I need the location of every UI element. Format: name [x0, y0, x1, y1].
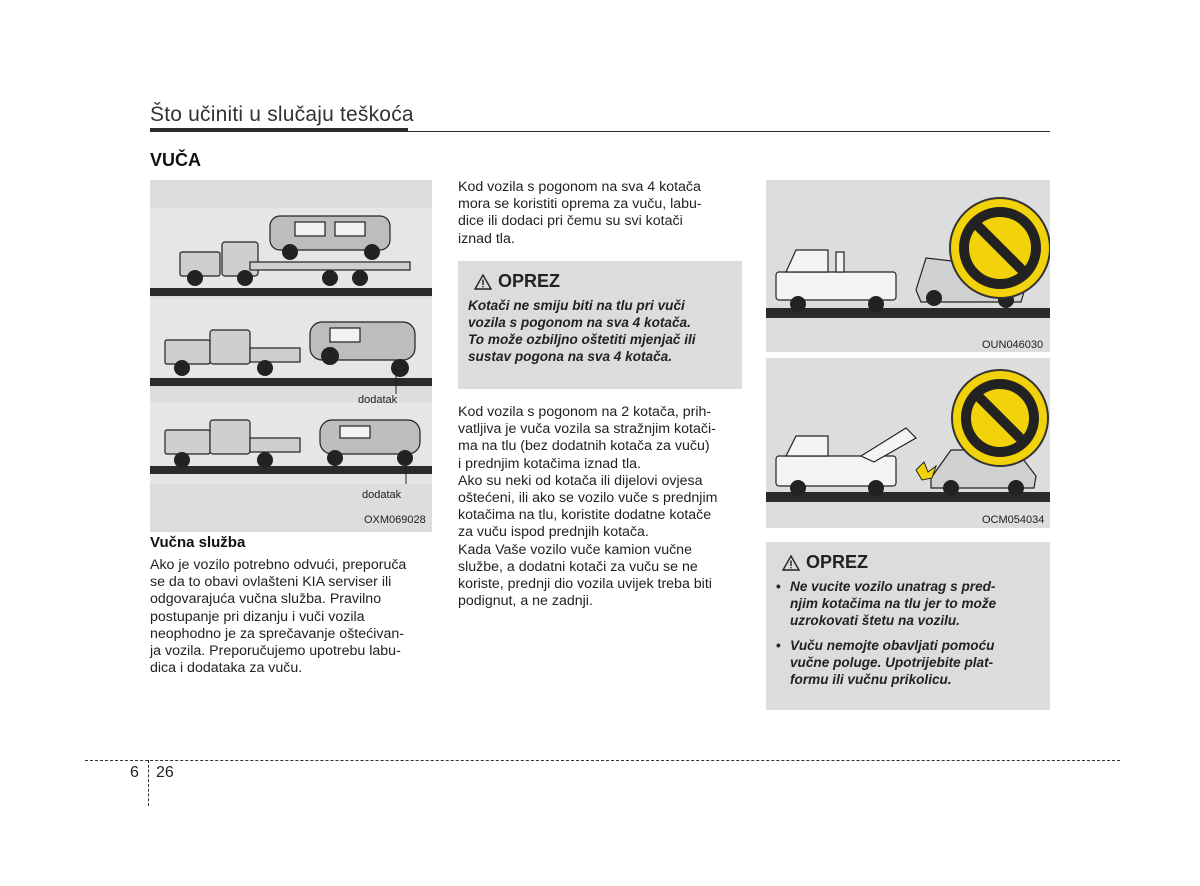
paragraph-line: Kod vozila s pogonom na sva 4 kotača [458, 179, 701, 195]
paragraph-line: Ako je vozilo potrebno odvući, preporuča [150, 557, 407, 573]
paragraph-line: kotačima na tlu, koristite dodatne kotače [458, 507, 712, 524]
warning-line: vučne poluge. Upotrijebite plat- [790, 655, 994, 670]
prohibited-tow-illustration-1 [766, 180, 1050, 352]
callout-dodatak-1: dodatak [358, 394, 398, 406]
paragraph-line: postupanje pri dizanju i vuči vozila [150, 608, 365, 625]
warning-list-item [774, 578, 996, 629]
paragraph-line: mora se koristiti oprema za vuču, labu- [458, 196, 702, 213]
warning-text-1 [468, 297, 696, 365]
paragraph-line: za vuču ispod prednjih kotača. [458, 524, 649, 541]
callout-dodatak-2: dodatak [362, 489, 402, 501]
figure-code-right-bottom: OCM054034 [982, 514, 1045, 526]
warning-line: Kotači ne smiju biti na tlu pri vuči [468, 298, 685, 313]
paragraph-line: se da to obavi ovlašteni KIA serviser ili [150, 574, 392, 591]
page-number: 26 [156, 764, 174, 781]
awd-paragraph [458, 179, 742, 248]
footer-dashed-divider [148, 760, 149, 806]
warning-line: sustav pogona na sva 4 kotača. [468, 349, 672, 364]
warning-list-item [774, 637, 996, 688]
towing-methods-figure [150, 180, 432, 532]
paragraph-line: Ako su neki od kotača ili dijelovi ovjesa [458, 472, 703, 489]
prohibited-towing-figure-2 [766, 358, 1050, 528]
paragraph-line: ma na tlu (bez dodatnih kotača za vuču) [458, 438, 710, 455]
warning-line: To može ozbiljno oštetiti mjenjač ili [468, 332, 696, 347]
warning-list-2 [774, 578, 996, 696]
header-rule [408, 131, 1050, 132]
paragraph-line: podignut, a ne zadnji. [458, 593, 593, 610]
prohibited-tow-illustration-2 [766, 358, 1050, 528]
warning-line: uzrokovati štetu na vozilu. [790, 613, 960, 628]
warning-line: njim kotačima na tlu jer to može [790, 596, 997, 611]
page-heading: VUČA [150, 150, 202, 170]
warning-box-2 [766, 542, 1050, 710]
figure-code-left: OXM069028 [364, 514, 426, 526]
2wd-paragraph [458, 404, 742, 610]
prohibited-towing-figure-1 [766, 180, 1050, 352]
paragraph-line: službe, a dodatni kotači za vuču se ne [458, 558, 698, 575]
towing-illustration [150, 180, 432, 532]
paragraph-line: odgovarajuća vučna služba. Pravilno [150, 591, 382, 608]
warning-title-text-1: OPREZ [498, 271, 561, 291]
paragraph-line: dice ili dodaci pri čemu su svi kotači [458, 213, 683, 230]
paragraph-line: iznad tla. [458, 230, 515, 247]
paragraph-line: neophodno je za sprečavanje oštećivan- [150, 625, 404, 642]
warning-triangle-icon [782, 555, 800, 571]
paragraph-line: vatljiva je vuča vozila sa stražnjim kotači- [458, 421, 716, 438]
footer-dashed-rule [85, 760, 1120, 761]
chapter-number: 6 [130, 764, 139, 781]
section-title-bar [150, 128, 408, 132]
section-title: Što učiniti u slučaju teškoća [150, 103, 414, 126]
paragraph-line: koriste, prednji dio vozila uvijek treba biti [458, 576, 712, 593]
warning-box-1 [458, 261, 742, 389]
subheading-towing-service: Vučna služba [150, 534, 246, 551]
paragraph-line: ja vozila. Preporučujemo upotrebu labu- [150, 643, 401, 660]
warning-title-2 [782, 552, 868, 573]
paragraph-line: Kod vozila s pogonom na 2 kotača, prih- [458, 404, 712, 420]
paragraph-line: oštećeni, ili ako se vozilo vuče s prednjim [458, 490, 718, 507]
warning-line: vozila s pogonom na sva 4 kotača. [468, 315, 691, 330]
warning-triangle-icon [474, 274, 492, 290]
warning-title-1 [474, 271, 560, 292]
figure-code-right-top: OUN046030 [982, 339, 1044, 351]
paragraph-line: i prednjim kotačima iznad tla. [458, 455, 641, 472]
warning-line: • Vuču nemojte obavljati pomoću [790, 638, 995, 653]
warning-line: • Ne vucite vozilo unatrag s pred- [790, 579, 996, 594]
towing-service-paragraph [150, 557, 432, 677]
paragraph-line: Kada Vaše vozilo vuče kamion vučne [458, 541, 692, 558]
warning-title-text-2: OPREZ [806, 552, 869, 572]
warning-line: formu ili vučnu prikolicu. [790, 672, 952, 687]
paragraph-line: dica i dodataka za vuču. [150, 660, 303, 677]
